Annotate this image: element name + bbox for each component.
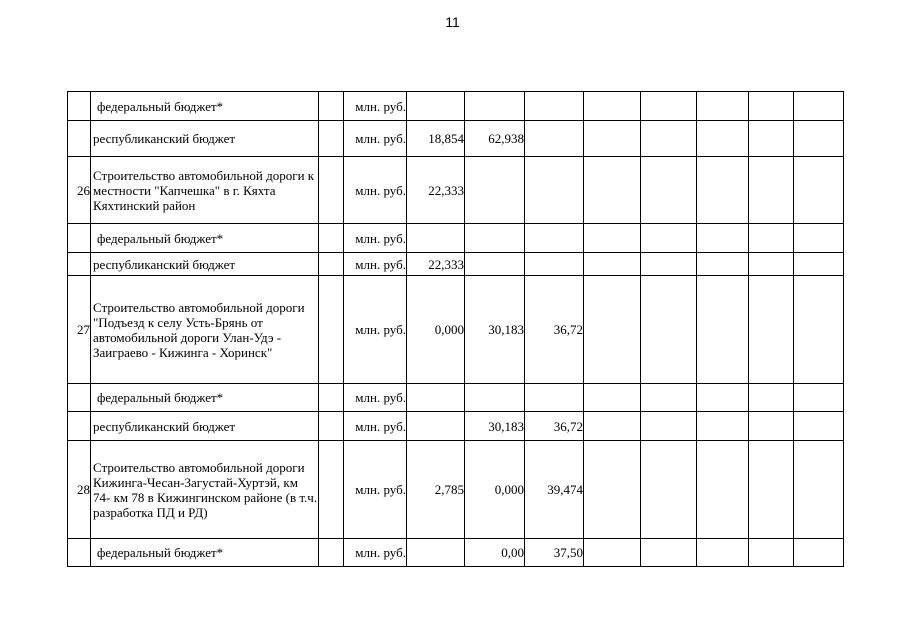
value-cell [465, 224, 525, 253]
unit-cell: млн. руб. [344, 224, 407, 253]
empty-cell [319, 412, 344, 441]
table-row [68, 441, 844, 539]
value-cell: 36,72 [525, 276, 584, 384]
value-cell [525, 253, 584, 276]
unit-cell: млн. руб. [344, 441, 407, 539]
row-number [68, 384, 91, 412]
value-cell [407, 224, 465, 253]
value-cell: 22,333 [407, 253, 465, 276]
empty-cell [319, 157, 344, 224]
unit-cell: млн. руб. [344, 412, 407, 441]
row-name: республиканский бюджет [91, 253, 319, 276]
unit-cell: млн. руб. [344, 539, 407, 567]
row-number [68, 253, 91, 276]
row-number [68, 121, 91, 157]
row-name: Строительство автомобильной дороги "Подъезд к селу Усть-Брянь от автомобильной дороги Улан-Удэ - Заиграево - Кижинга - Хоринск" [91, 276, 319, 384]
empty-cell [319, 253, 344, 276]
row-number: 26 [68, 157, 91, 224]
value-cell [465, 92, 525, 121]
value-cell: 2,785 [407, 441, 465, 539]
value-cell: 62,938 [465, 121, 525, 157]
value-cell: 30,183 [465, 276, 525, 384]
value-cell [525, 121, 584, 157]
row-number [68, 539, 91, 567]
page-number: 11 [445, 14, 460, 30]
row-number [68, 92, 91, 121]
value-cell: 37,50 [525, 539, 584, 567]
table-row [68, 92, 844, 121]
table-row [68, 121, 844, 157]
table-row [68, 157, 844, 224]
value-cell [525, 384, 584, 412]
row-number [68, 224, 91, 253]
table-row [68, 253, 844, 276]
row-name: федеральный бюджет* [91, 224, 319, 253]
value-cell: 30,183 [465, 412, 525, 441]
empty-cell [319, 224, 344, 253]
value-cell: 39,474 [525, 441, 584, 539]
value-cell [525, 92, 584, 121]
table-row [68, 384, 844, 412]
row-number: 28 [68, 441, 91, 539]
value-cell [525, 224, 584, 253]
empty-cell [319, 276, 344, 384]
table-row [68, 276, 844, 384]
row-name: федеральный бюджет* [91, 92, 319, 121]
row-number [68, 412, 91, 441]
value-cell [525, 157, 584, 224]
unit-cell: млн. руб. [344, 276, 407, 384]
value-cell: 22,333 [407, 157, 465, 224]
empty-cell [319, 92, 344, 121]
empty-cell [319, 539, 344, 567]
value-cell [465, 157, 525, 224]
unit-cell: млн. руб. [344, 157, 407, 224]
value-cell [407, 92, 465, 121]
value-cell [407, 412, 465, 441]
row-name: республиканский бюджет [91, 412, 319, 441]
row-name: республиканский бюджет [91, 121, 319, 157]
unit-cell: млн. руб. [344, 121, 407, 157]
value-cell: 36,72 [525, 412, 584, 441]
row-name: Строительство автомобильной дороги Кижинга-Чесан-Загустай-Хуртэй, км 74- км 78 в Кижингинском районе (в т.ч. разработка ПД и РД) [91, 441, 319, 539]
value-cell: 0,000 [465, 441, 525, 539]
value-cell [407, 539, 465, 567]
empty-cell [319, 121, 344, 157]
value-cell: 0,00 [465, 539, 525, 567]
empty-cell [319, 384, 344, 412]
empty-cell [319, 441, 344, 539]
unit-cell: млн. руб. [344, 384, 407, 412]
budget-table [67, 91, 844, 567]
table-row [68, 224, 844, 253]
table-row [68, 539, 844, 567]
value-cell [407, 384, 465, 412]
unit-cell: млн. руб. [344, 253, 407, 276]
value-cell: 18,854 [407, 121, 465, 157]
value-cell [465, 253, 525, 276]
row-name: Строительство автомобильной дороги к местности "Капчешка" в г. Кяхта Кяхтинский район [91, 157, 319, 224]
row-number: 27 [68, 276, 91, 384]
unit-cell: млн. руб. [344, 92, 407, 121]
value-cell [465, 384, 525, 412]
value-cell: 0,000 [407, 276, 465, 384]
table-row [68, 412, 844, 441]
row-name: федеральный бюджет* [91, 539, 319, 567]
row-name: федеральный бюджет* [91, 384, 319, 412]
